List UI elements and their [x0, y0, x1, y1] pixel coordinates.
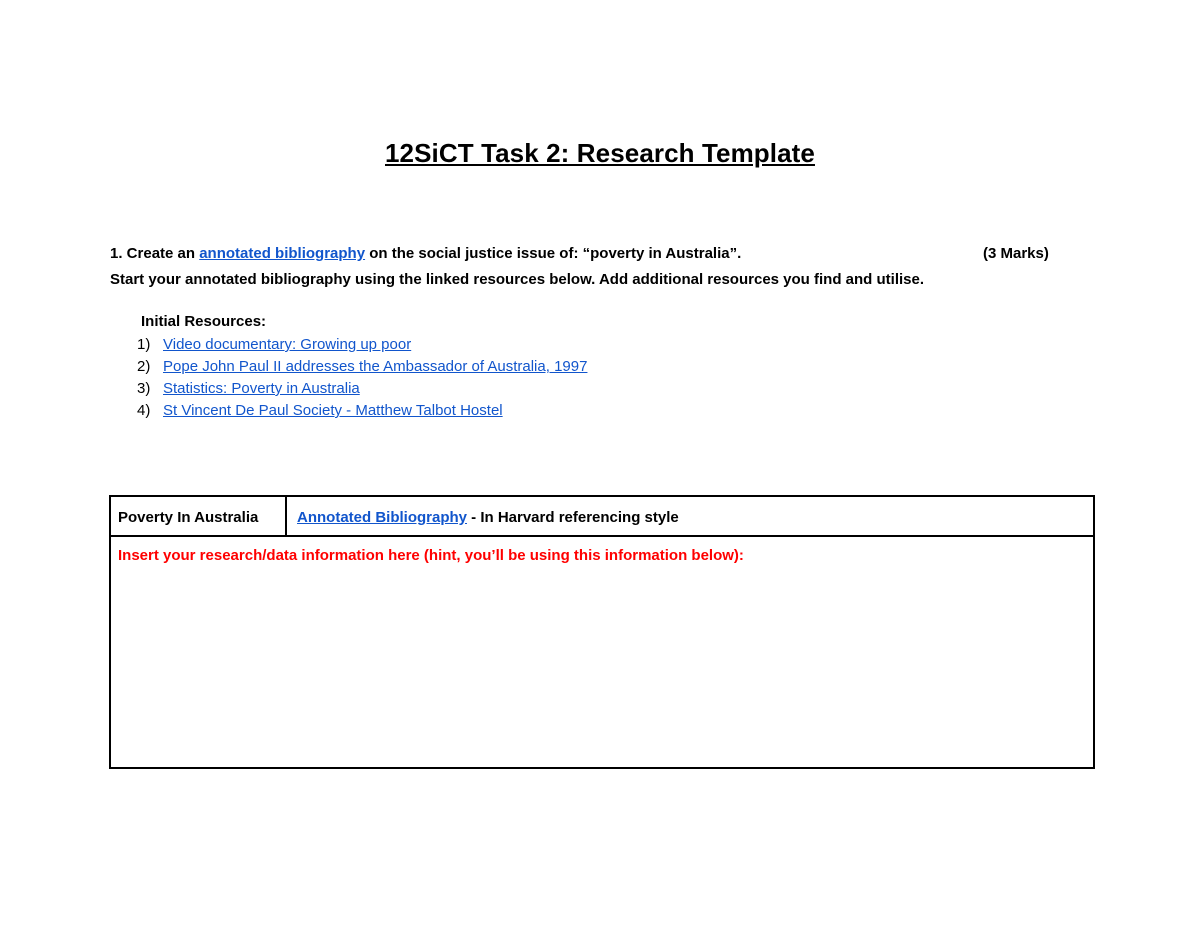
resource-link-pope-address[interactable]: Pope John Paul II addresses the Ambassador of Australia, 1997 [163, 358, 588, 375]
header-suffix: - In Harvard referencing style [467, 509, 679, 526]
resource-item [137, 401, 587, 423]
task-instruction: Start your annotated bibliography using the linked resources below. Add additional resources you find and utilise. [110, 271, 925, 288]
resource-link-statistics[interactable]: Statistics: Poverty in Australia [163, 380, 360, 397]
resource-item [137, 335, 587, 357]
resource-list [137, 335, 587, 423]
resource-number: 4) [137, 402, 151, 419]
page-title: 12SiCT Task 2: Research Template [385, 138, 815, 168]
task-line [110, 245, 741, 262]
bibliography-table [109, 495, 1095, 769]
table-header-row [111, 497, 1093, 537]
topic-cell: Poverty In Australia [111, 497, 287, 535]
resource-item [137, 379, 587, 401]
task-prefix: 1. Create an [110, 245, 200, 262]
marks-label: (3 Marks) [983, 245, 1049, 262]
resources-heading: Initial Resources: [141, 313, 267, 330]
annotated-bibliography-link[interactable]: annotated bibliography [199, 245, 366, 262]
task-suffix: on the social justice issue of: “poverty in Australia”. [365, 245, 742, 262]
resource-link-st-vincent[interactable]: St Vincent De Paul Society - Matthew Talbot Hostel [163, 402, 503, 419]
resource-item [137, 357, 587, 379]
resource-number: 3) [137, 380, 151, 397]
research-prompt[interactable]: Insert your research/data information here (hint, you’ll be using this information below): [118, 547, 744, 564]
resource-link-video-documentary[interactable]: Video documentary: Growing up poor [163, 336, 412, 353]
resource-number: 2) [137, 358, 151, 375]
header-cell [289, 497, 1093, 535]
resource-number: 1) [137, 336, 151, 353]
annotated-bibliography-header-link[interactable]: Annotated Bibliography [297, 509, 467, 526]
